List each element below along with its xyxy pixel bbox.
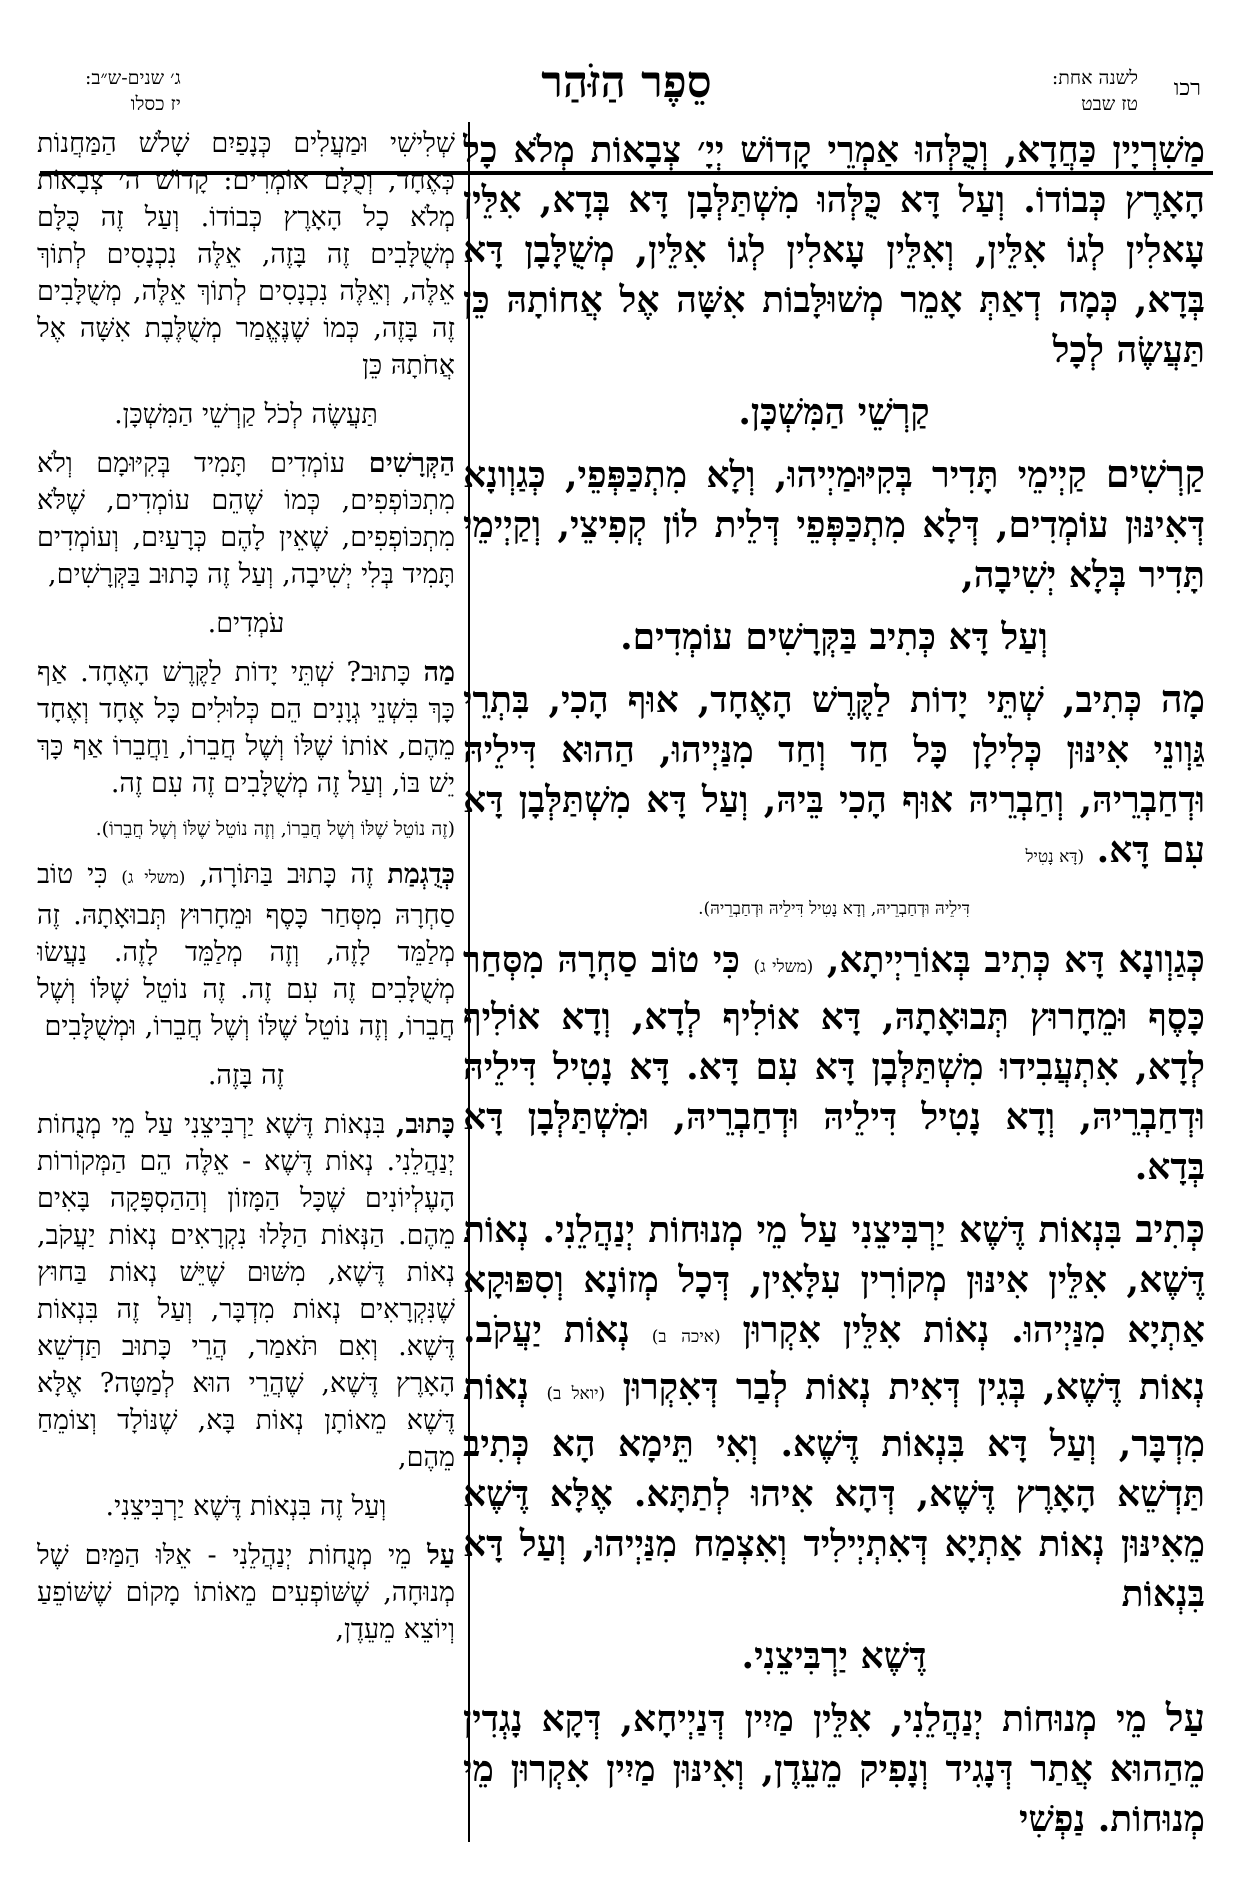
paragraph-lead-word: כְּגַוְונָא	[1118, 937, 1205, 981]
translation-paragraph: הַקְּרָשִׁים עוֹמְדִים תָּמִיד בְּקִיּוּמָם וְלֹא מִתְכּוֹפְפִים, כְּמוֹ שֶׁהֵם עוֹמְדִים, שֶׁלֹּא מִתְכּוֹפְפִים, שֶׁאֵין לָהֶם כְּרָעַיִם, וְעוֹמְדִים תָּמִיד בְּלִי יְשִׁיבָה, וְעַל זֶה כָּתוּב בַּקְּרָשִׁים,	[37, 448, 455, 590]
paragraph-lead-word: כָּתוּב,	[396, 1109, 455, 1140]
translation-paragraph-end: וְעַל זֶה בִּנְאוֹת דֶּשֶׁא יַרְבִּיצֵנִי.	[105, 1491, 387, 1522]
main-paragraph: כְּתִיב בִּנְאוֹת דֶּשֶׁא יַרְבִּיצֵנִי עַל מֵי מְנוּחוֹת יְנַהֲלֵנִי. נְאוֹת דֶּשֶׁא, אִלֵּין אִינּוּן מְקוֹרִין עִלָּאִין, דְּכָל מְזוֹנָא וְסִפּוּקָא אַתְיָא מִנַּיְיהוּ. נְאוֹת אִלֵּין אִקְרוּן (איכה ב) נְאוֹת יַעֲקֹב. נְאוֹת דֶּשֶׁא, בְּגִין דְּאִית נְאוֹת לְבַר דְּאִקְרוּן (יואל ב) נְאוֹת מִדְבָּר, וְעַל דָּא בִּנְאוֹת דֶּשֶׁא. וְאִי תֵּימָא הָא כְּתִיב תַּדְשֵׁא הָאָרֶץ דֶּשֶׁא, דְּהָא אִיהוּ לְתַתָּא. אֶלָּא דֶּשֶׁא מֵאִינּוּן נְאוֹת אַתְיָא דְּאִתְיְילִיד וְאִצְמַח מִנַּיְיהוּ, וְעַל דָּא בִּנְאוֹת	[463, 1207, 1205, 1615]
verse-reference: (יואל ב)	[546, 1384, 606, 1404]
main-paragraph-end: וְעַל דָּא כְּתִיב בַּקְּרָשִׁים עוֹמְדִים.	[620, 616, 1048, 658]
inline-note: (דָּא נָטִיל	[1025, 847, 1085, 867]
daily-schedule-three-years	[85, 65, 181, 117]
schedule-date-three-years: יז כסלו	[130, 93, 181, 115]
schedule-date-one-year: טז שבט	[1081, 93, 1138, 115]
translation-paragraph: שְׁלִישִׁי וּמַעֲלִים כְּנָפַיִם שָׁלֹשׁ הַמַּחֲנוֹת כְּאֶחָד, וְכֻלָּם אוֹמְרִים: קָדוֹשׁ ה׳ צְבָאוֹת מְלֹא כָל הָאָרֶץ כְּבוֹדוֹ. וְעַל זֶה כֻּלָּם מְשֻׁלָּבִים זֶה בָּזֶה, אֵלֶּה נִכְנָסִים לְתוֹךְ אֵלֶּה, וְאֵלֶּה נִכְנָסִים לְתוֹךְ אֵלֶּה, מְשֻׁלָּבִים זֶה בָּזֶה, כְּמוֹ שֶׁנֶּאֱמַר מְשֻׁלֶּבֶת אִשָּׁה אֶל אֲחֹתָהּ כֵּן	[37, 128, 455, 381]
paragraph-lead-word: עַל	[427, 1540, 455, 1571]
paragraph-lead-word: מַה	[423, 657, 455, 688]
main-text-column	[463, 125, 1205, 1855]
verse-reference: (משלי ג)	[753, 957, 814, 977]
translation-note: (זֶה נוֹטֵל שֶׁלּוֹ וְשֶׁל חֲבֵרוֹ, וְזֶה נוֹטֵל שֶׁלּוֹ וְשֶׁל חֲבֵרוֹ).	[95, 818, 455, 840]
schedule-label-one-year: לשנה אחת:	[1051, 67, 1138, 89]
main-paragraph: קַרְשִׁים קַיְימֵי תָּדִיר בְּקִיּוּמַיְיהוּ, וְלָא מִתְכַּפְּפֵי, כְּגַוְונָא דְּאִינּוּן עוֹמְדִים, דְּלָא מִתְכַּפְּפֵי דְּלֵית לוֹן קְפִיצֵי, וְקַיְימֵי תָּדִיר בְּלָא יְשִׁיבָה,	[463, 452, 1205, 596]
page-header	[0, 55, 1253, 125]
translation-paragraph: כְּדֻגְמַת זֶה כָּתוּב בַּתּוֹרָה, (משלי ג) כִּי טוֹב סַחְרָהּ מִסְּחַר כָּסֶף וּמֵחָרוּץ תְּבוּאָתָהּ. זֶה מְלַמֵּד לָזֶה, וְזֶה מְלַמֵּד לָזֶה. נַעֲשׂוּ מְשֻׁלָּבִים זֶה עִם זֶה. זֶה נוֹטֵל שֶׁלּוֹ וְשֶׁל חֲבֵרוֹ, וְזֶה נוֹטֵל שֶׁלּוֹ וְשֶׁל חֲבֵרוֹ, וּמְשֻׁלָּבִים	[37, 859, 455, 1042]
verse-reference: (משלי ג)	[121, 868, 186, 888]
note-line: דִּילֵיהּ וּדְחַבְרֵיהּ, וְדָא נָטִיל דִּילֵיהּ וּדְחַבְרֵיהּ).	[698, 899, 970, 919]
translation-paragraph: עַל מֵי מְנֻחוֹת יְנַהֲלֵנִי - אֵלּוּ הַמַּיִם שֶׁל מְנוּחָה, שֶׁשּׁוֹפְעִים מֵאוֹתוֹ מָקוֹם שֶׁשּׁוֹפֵעַ וְיוֹצֵא מֵעֵדֶן,	[37, 1540, 455, 1645]
translation-paragraph: מַה כָּתוּב? שְׁתֵּי יָדוֹת לַקֶּרֶשׁ הָאֶחָד. אַף כָּךְ בִּשְׁנֵי גְוָנִים הֵם כְּלוּלִים כָּל אֶחָד וְאֶחָד מֵהֶם, אוֹתוֹ שֶׁלּוֹ וְשֶׁל חֲבֵרוֹ, וַחֲבֵרוֹ אַף כָּךְ יֵשׁ בּוֹ, וְעַל זֶה מְשֻׁלָּבִים זֶה עִם זֶה.	[37, 657, 455, 799]
paragraph-lead-word: עַל	[1165, 1696, 1205, 1740]
paragraph-lead-word: כְּתִיב	[1135, 1207, 1205, 1251]
page-number: רכו	[1173, 76, 1201, 101]
paragraph-lead-word: כְּדֻגְמַת	[387, 859, 455, 890]
translation-paragraph-end: תַּעֲשֶׂה לְכֹל קַרְשֵׁי הַמִּשְׁכָּן.	[114, 399, 378, 430]
translation-paragraph-end: זֶה בָּזֶה.	[207, 1060, 285, 1091]
verse-reference: (איכה ב)	[651, 1327, 721, 1347]
paragraph-lead-word: הַקְּרָשִׁים	[368, 448, 455, 479]
main-paragraph: כְּגַוְונָא דָּא כְּתִיב בְּאוֹרַיְיתָא, (משלי ג) כִּי טוֹב סַחְרָהּ מִסְּחַר כָּסֶף וּמֵחָרוּץ תְּבוּאָתָהּ, דָּא אוֹלִיף לְדָא, וְדָא אוֹלִיף לְדָא, אִתְעֲבִידוּ מִשְׁתַּלְּבָן דָּא עִם דָּא. דָּא נָטִיל דִּילֵיהּ וּדְחַבְרֵיהּ, וְדָא נָטִיל דִּילֵיהּ וּדְחַבְרֵיהּ, וּמִשְׁתַּלְּבָן דָּא בְּדָא.	[463, 937, 1205, 1188]
main-paragraph: מָה כְּתִיב, שְׁתֵּי יָדוֹת לַקֶּרֶשׁ הָאֶחָד, אוּף הָכִי, בִּתְרֵי גַּוְונֵי אִינּוּן כְּלִילָן כָּל חַד וְחַד מִנַּיְיהוּ, הַהוּא דִּילֵיהּ וּדְחַבְרֵיהּ, וְחַבְרֵיהּ אוּף הָכִי בֵּיהּ, וְעַל דָּא מִשְׁתַּלְּבָן דָּא עִם דָּא. (דָּא נָטִיל	[463, 677, 1205, 871]
main-paragraph-end: קַרְשֵׁי הַמִּשְׁכָּן.	[738, 391, 930, 433]
paragraph-lead-word: מָה	[1160, 677, 1205, 721]
book-title: סֵפֶר הַזֹּהַר	[541, 57, 712, 108]
paragraph-lead-word: קַרְשִׁים	[1105, 452, 1205, 496]
schedule-label-three-years: ג׳ שנים-ש״ב:	[85, 67, 181, 89]
main-paragraph: עַל מֵי מְנוּחוֹת יְנַהֲלֵנִי, אִלֵּין מַיִין דְּנַיְיחָא, דְּקָא נָגְדִין מֵהַהוּא אֲתַר דְּנָגִיד וְנָפִיק מֵעֵדֶן, וְאִינּוּן מַיִין אִקְרוּן מֵי מְנוּחוֹת. נַפְשִׁי	[463, 1696, 1205, 1840]
translation-paragraph: כָּתוּב, בִּנְאוֹת דֶּשֶׁא יַרְבִּיצֵנִי עַל מֵי מְנֻחוֹת יְנַהֲלֵנִי. נְאוֹת דֶּשֶׁא - אֵלֶּה הֵם הַמְּקוֹרוֹת הָעֶלְיוֹנִים שֶׁכָּל הַמָּזוֹן וְהַהַסְפָּקָה בָּאִים מֵהֶם. הַנְּאוֹת הַלָּלוּ נִקְרָאִים נְאוֹת יַעֲקֹב, נְאוֹת דֶּשֶׁא, מִשּׁוּם שֶׁיֵּשׁ נְאוֹת בַּחוּץ שֶׁנִּקְרָאִים נְאוֹת מִדְבָּר, וְעַל זֶה בִּנְאוֹת דֶּשֶׁא. וְאִם תֹּאמַר, הֲרֵי כָּתוּב תַּדְשֵׁא הָאָרֶץ דֶּשֶׁא, שֶׁהֲרֵי הוּא לְמַטָּה? אֶלָּא דֶּשֶׁא מֵאוֹתָן נְאוֹת בָּא, שֶׁנּוֹלָד וְצוֹמֵחַ מֵהֶם,	[37, 1109, 455, 1473]
main-paragraph: מַשִׁרְיָין כַּחֲדָא, וְכֻלְּהוּ אַמְרֵי קָדוֹשׁ יְיָ׳ צְבָאוֹת מְלֹא כָל הָאָרֶץ כְּבוֹדוֹ. וְעַל דָּא כֻּלְּהוּ מִשְׁתַּלְּבָן דָּא בְּדָא, אִלֵּין עָאלִין לְגוֹ אִלֵּין, וְאִלֵּין עָאלִין לְגוֹ אִלֵּין, מְשֻׁלָּבָן דָּא בְּדָא, כְּמָה דְאַתְּ אָמֵר מְשׁוּלָּבוֹת אִשָּׁה אֶל אֲחוֹתָהּ כֵּן תַּעֲשֶׂה לְכָל	[463, 129, 1205, 371]
main-paragraph-end: דֶּשֶׁא יַרְבִּיצֵנִי.	[741, 1635, 927, 1677]
translation-column	[37, 125, 455, 1855]
translation-paragraph-end: עֹמְדִים.	[207, 608, 285, 639]
